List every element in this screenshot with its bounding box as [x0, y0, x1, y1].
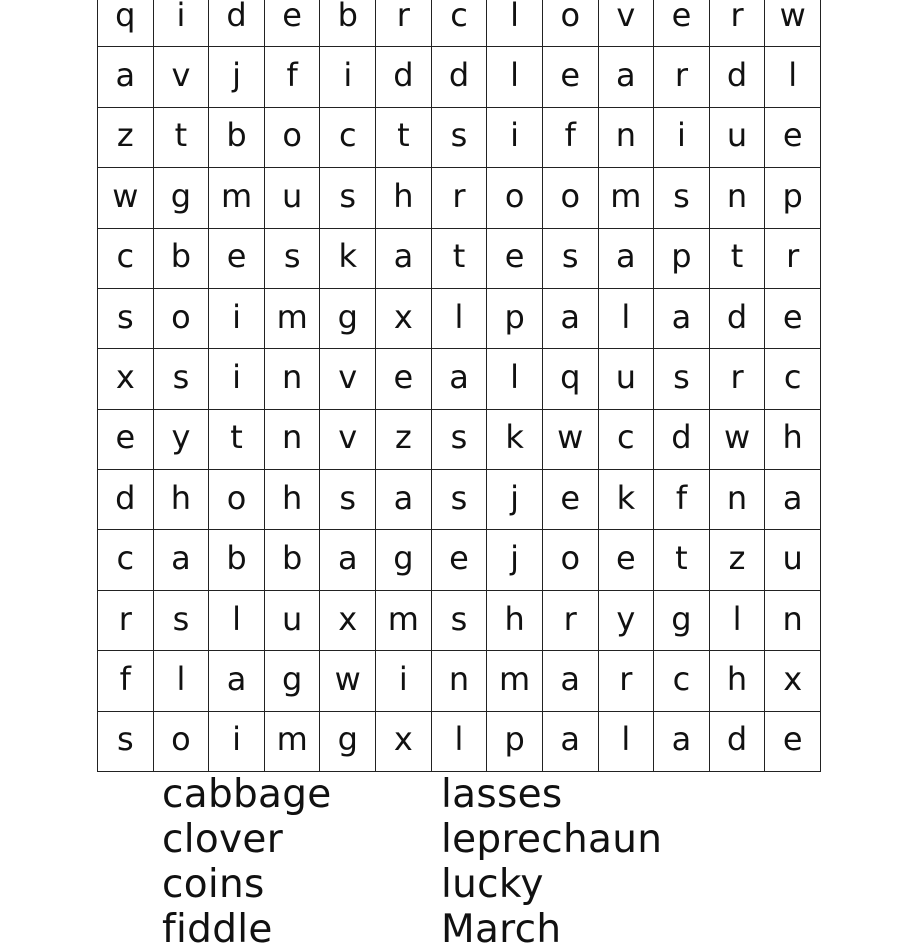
grid-cell[interactable]: g: [654, 590, 710, 650]
grid-cell[interactable]: h: [710, 650, 766, 710]
grid-cell[interactable]: f: [543, 107, 599, 167]
grid-cell[interactable]: o: [154, 711, 210, 771]
grid-cell[interactable]: n: [265, 348, 321, 408]
grid-cell[interactable]: k: [320, 228, 376, 288]
grid-cell[interactable]: u: [710, 107, 766, 167]
grid-cell[interactable]: m: [487, 650, 543, 710]
grid-cell[interactable]: n: [265, 409, 321, 469]
word-item: cabbage: [162, 772, 332, 817]
grid-cell[interactable]: t: [710, 228, 766, 288]
grid-cell[interactable]: l: [154, 650, 210, 710]
grid-cell[interactable]: l: [209, 590, 265, 650]
grid-cell[interactable]: s: [543, 228, 599, 288]
grid-cell[interactable]: i: [376, 650, 432, 710]
word-item: leprechaun: [441, 817, 663, 862]
grid-cell[interactable]: t: [432, 228, 488, 288]
grid-cell[interactable]: r: [654, 46, 710, 106]
grid-cell[interactable]: b: [209, 529, 265, 589]
grid-cell[interactable]: s: [432, 590, 488, 650]
grid-cell[interactable]: c: [432, 0, 488, 46]
grid-cell[interactable]: m: [209, 167, 265, 227]
grid-cell[interactable]: e: [487, 228, 543, 288]
grid-cell[interactable]: f: [654, 469, 710, 529]
grid-cell[interactable]: n: [710, 167, 766, 227]
grid-cell[interactable]: a: [543, 711, 599, 771]
grid-cell[interactable]: a: [543, 650, 599, 710]
grid-cell[interactable]: g: [376, 529, 432, 589]
grid-cell[interactable]: i: [209, 348, 265, 408]
grid-cell[interactable]: m: [265, 711, 321, 771]
grid-cell[interactable]: a: [599, 46, 655, 106]
grid-cell[interactable]: z: [376, 409, 432, 469]
grid-cell[interactable]: j: [487, 469, 543, 529]
grid-cell[interactable]: a: [154, 529, 210, 589]
grid-cell[interactable]: e: [98, 409, 154, 469]
grid-cell[interactable]: s: [154, 590, 210, 650]
grid-cell[interactable]: i: [154, 0, 210, 46]
grid-cell[interactable]: u: [265, 590, 321, 650]
word-item: clover: [162, 817, 284, 862]
grid-cell[interactable]: e: [209, 228, 265, 288]
grid-cell[interactable]: z: [98, 107, 154, 167]
grid-cell[interactable]: o: [487, 167, 543, 227]
word-item: March: [441, 907, 562, 952]
grid-cell[interactable]: t: [654, 529, 710, 589]
grid-cell[interactable]: r: [765, 228, 821, 288]
grid-cell[interactable]: l: [710, 590, 766, 650]
grid-cell[interactable]: n: [599, 107, 655, 167]
grid-cell[interactable]: n: [432, 650, 488, 710]
grid-cell[interactable]: i: [209, 711, 265, 771]
grid-cell[interactable]: c: [320, 107, 376, 167]
grid-cell[interactable]: y: [599, 590, 655, 650]
grid-cell[interactable]: s: [432, 107, 488, 167]
grid-cell[interactable]: a: [543, 288, 599, 348]
grid-cell[interactable]: a: [376, 228, 432, 288]
grid-cell[interactable]: j: [487, 529, 543, 589]
grid-cell[interactable]: e: [376, 348, 432, 408]
grid-cell[interactable]: i: [209, 288, 265, 348]
grid-cell[interactable]: t: [376, 107, 432, 167]
grid-cell[interactable]: g: [320, 711, 376, 771]
grid-cell[interactable]: c: [654, 650, 710, 710]
word-item: coins: [162, 862, 265, 907]
grid-cell[interactable]: r: [599, 650, 655, 710]
grid-cell[interactable]: h: [154, 469, 210, 529]
word-search-grid: [97, 0, 821, 772]
grid-cell[interactable]: r: [98, 590, 154, 650]
grid-cell[interactable]: d: [710, 288, 766, 348]
grid-cell[interactable]: l: [487, 348, 543, 408]
grid-cell[interactable]: q: [98, 0, 154, 46]
grid-cell[interactable]: c: [98, 529, 154, 589]
grid-cell[interactable]: g: [320, 288, 376, 348]
grid-cell[interactable]: w: [98, 167, 154, 227]
grid-cell[interactable]: d: [710, 46, 766, 106]
grid-cell[interactable]: r: [710, 0, 766, 46]
grid-cell[interactable]: e: [543, 46, 599, 106]
grid-cell[interactable]: n: [710, 469, 766, 529]
grid-cell[interactable]: m: [265, 288, 321, 348]
grid-cell[interactable]: g: [265, 650, 321, 710]
grid-cell[interactable]: b: [320, 0, 376, 46]
grid-cell[interactable]: b: [154, 228, 210, 288]
grid-cell[interactable]: i: [320, 46, 376, 106]
grid-cell[interactable]: s: [654, 167, 710, 227]
grid-cell[interactable]: z: [710, 529, 766, 589]
grid-cell[interactable]: l: [432, 711, 488, 771]
grid-cell[interactable]: l: [599, 711, 655, 771]
word-list-column-2: [441, 772, 662, 952]
grid-cell[interactable]: o: [154, 288, 210, 348]
grid-cell[interactable]: p: [487, 288, 543, 348]
grid-cell[interactable]: h: [765, 409, 821, 469]
grid-cell[interactable]: h: [487, 590, 543, 650]
grid-cell[interactable]: i: [654, 107, 710, 167]
grid-cell[interactable]: o: [543, 0, 599, 46]
grid-cell[interactable]: d: [432, 46, 488, 106]
grid-cell[interactable]: l: [487, 0, 543, 46]
grid-cell[interactable]: j: [209, 46, 265, 106]
grid-cell[interactable]: w: [320, 650, 376, 710]
grid-cell[interactable]: v: [599, 0, 655, 46]
grid-cell[interactable]: b: [265, 529, 321, 589]
word-item: lasses: [441, 772, 563, 817]
grid-cell[interactable]: t: [154, 107, 210, 167]
grid-cell[interactable]: s: [98, 711, 154, 771]
grid-cell[interactable]: q: [543, 348, 599, 408]
word-list-column-1: [162, 772, 332, 952]
grid-cell[interactable]: x: [320, 590, 376, 650]
grid-cell[interactable]: t: [209, 409, 265, 469]
grid-cell[interactable]: a: [654, 288, 710, 348]
grid-cell[interactable]: a: [765, 469, 821, 529]
grid-cell[interactable]: c: [765, 348, 821, 408]
grid-cell[interactable]: p: [765, 167, 821, 227]
grid-cell[interactable]: r: [543, 590, 599, 650]
grid-cell[interactable]: m: [599, 167, 655, 227]
grid-cell[interactable]: b: [209, 107, 265, 167]
grid-cell[interactable]: n: [765, 590, 821, 650]
grid-cell[interactable]: e: [765, 107, 821, 167]
grid-cell[interactable]: a: [98, 46, 154, 106]
grid-cell[interactable]: e: [654, 0, 710, 46]
grid-cell[interactable]: x: [98, 348, 154, 408]
grid-cell[interactable]: v: [320, 409, 376, 469]
grid-cell[interactable]: p: [487, 711, 543, 771]
grid-cell[interactable]: a: [654, 711, 710, 771]
word-item: lucky: [441, 862, 544, 907]
grid-cell[interactable]: p: [654, 228, 710, 288]
grid-cell[interactable]: o: [543, 167, 599, 227]
grid-cell[interactable]: i: [487, 107, 543, 167]
grid-cell[interactable]: a: [320, 529, 376, 589]
grid-cell[interactable]: v: [154, 46, 210, 106]
grid-cell[interactable]: s: [154, 348, 210, 408]
grid-cell[interactable]: d: [209, 0, 265, 46]
grid-cell[interactable]: a: [432, 348, 488, 408]
grid-cell[interactable]: d: [376, 46, 432, 106]
grid-cell[interactable]: r: [376, 0, 432, 46]
grid-cell[interactable]: u: [765, 529, 821, 589]
word-list: [0, 772, 920, 952]
grid-cell[interactable]: m: [376, 590, 432, 650]
grid-cell[interactable]: r: [432, 167, 488, 227]
grid-cell[interactable]: o: [265, 107, 321, 167]
grid-cell[interactable]: f: [98, 650, 154, 710]
grid-cell[interactable]: k: [599, 469, 655, 529]
grid-cell[interactable]: c: [98, 228, 154, 288]
grid-cell[interactable]: d: [654, 409, 710, 469]
grid-cell[interactable]: x: [376, 711, 432, 771]
grid-cell[interactable]: e: [543, 469, 599, 529]
grid-cell[interactable]: h: [265, 469, 321, 529]
grid-cell[interactable]: r: [710, 348, 766, 408]
grid-cell[interactable]: x: [765, 650, 821, 710]
grid-cell[interactable]: w: [765, 0, 821, 46]
grid-cell[interactable]: a: [376, 469, 432, 529]
grid-cell[interactable]: e: [432, 529, 488, 589]
grid-cell[interactable]: l: [487, 46, 543, 106]
grid-cell[interactable]: e: [265, 0, 321, 46]
grid-cell[interactable]: u: [599, 348, 655, 408]
grid-cell[interactable]: o: [543, 529, 599, 589]
word-item: fiddle: [162, 907, 273, 952]
grid-cell[interactable]: y: [154, 409, 210, 469]
grid-cell[interactable]: s: [320, 469, 376, 529]
grid-cell[interactable]: a: [209, 650, 265, 710]
grid-cell[interactable]: l: [599, 288, 655, 348]
grid-cell[interactable]: l: [432, 288, 488, 348]
grid-cell[interactable]: w: [543, 409, 599, 469]
grid-cell[interactable]: x: [376, 288, 432, 348]
grid-cell[interactable]: f: [265, 46, 321, 106]
grid-cell[interactable]: e: [765, 288, 821, 348]
grid-cell[interactable]: g: [154, 167, 210, 227]
grid-cell[interactable]: s: [98, 288, 154, 348]
grid-cell[interactable]: s: [432, 469, 488, 529]
grid-cell[interactable]: w: [710, 409, 766, 469]
grid-cell[interactable]: h: [376, 167, 432, 227]
grid-cell[interactable]: e: [599, 529, 655, 589]
grid-cell[interactable]: e: [765, 711, 821, 771]
grid-cell[interactable]: s: [265, 228, 321, 288]
grid-cell[interactable]: s: [432, 409, 488, 469]
grid-cell[interactable]: d: [710, 711, 766, 771]
grid-cell[interactable]: u: [265, 167, 321, 227]
grid-cell[interactable]: o: [209, 469, 265, 529]
grid-cell[interactable]: d: [98, 469, 154, 529]
grid-cell[interactable]: c: [599, 409, 655, 469]
grid-cell[interactable]: s: [654, 348, 710, 408]
grid-cell[interactable]: a: [599, 228, 655, 288]
grid-cell[interactable]: l: [765, 46, 821, 106]
grid-cell[interactable]: k: [487, 409, 543, 469]
grid-cell[interactable]: s: [320, 167, 376, 227]
grid-cell[interactable]: v: [320, 348, 376, 408]
